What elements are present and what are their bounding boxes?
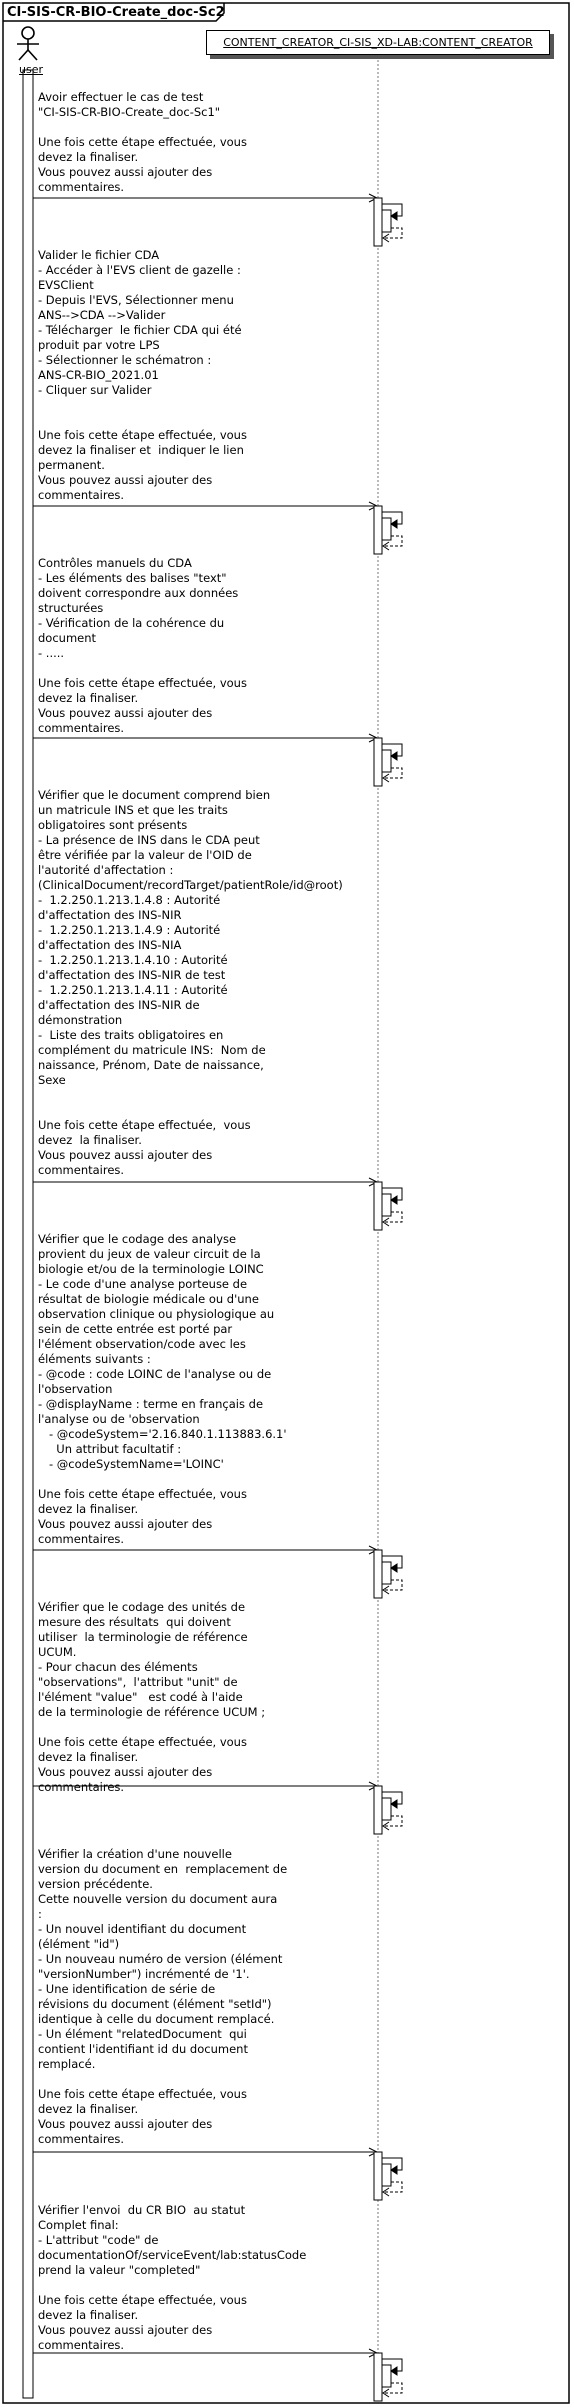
self-call-activation-8 [382,2365,391,2387]
actor-label: user [19,63,43,76]
actor-icon [17,27,39,60]
self-call-activation-7 [382,2164,391,2186]
self-call-arrowhead-7 [391,2166,397,2174]
participant-activation-2 [374,506,382,554]
actor-activation-bar [23,70,33,2398]
participant-activation-3 [374,738,382,786]
self-call-activation-1 [382,210,391,232]
step-note-2: Valider le fichier CDA - Accéder à l'EVS client de gazelle : EVSClient - Depuis l'EVS, Sélectionner menu ANS-->CDA -->Valider - Télécharger le fichier CDA qui été produit par votre LPS - Sélectionner le schématron : ANS-CR-BIO_2021.01 - Cliquer sur Valider Une fois cette étape effectuée, vous devez la finaliser et indiquer le lien permanent. Vous pouvez aussi ajouter des commentaires. [38,248,247,502]
frame-title: CI-SIS-CR-BIO-Create_doc-Sc2 [7,5,225,20]
self-call-activation-3 [382,750,391,772]
participant-activation-6 [374,1786,382,1834]
step-note-5: Vérifier que le codage des analyse provient du jeux de valeur circuit de la biologie et/ou de la terminologie LOINC - Le code d'une analyse porteuse de résultat de biologie médicale ou d'une observation clinique ou physiologique au sein de cette entrée est porté par l'élément observation/code avec les éléments suivants : - @code : code LOINC de l'analyse ou de l'observation - @displayName : terme en français de l'analyse ou de 'observation - @codeSystem='2.16.840.1.113883.6.1' Un attribut facultatif : - @codeSystemName='LOINC' Une fois cette étape effectuée, vous devez la finaliser. Vous pouvez aussi ajouter des commentaires. [38,1232,287,1546]
participant-box [206,30,550,55]
step-note-6: Vérifier que le codage des unités de mesure des résultats qui doivent utiliser la terminologie de référence UCUM. - Pour chacun des éléments "observations", l'attribut "unit" de l'élément "value" est codé à l'aide de la terminologie de référence UCUM ; Une fois cette étape effectuée, vous devez la finaliser. Vous pouvez aussi ajouter des commentaires. [38,1600,266,1794]
self-call-activation-4 [382,1194,391,1216]
self-call-arrowhead-1 [391,212,397,220]
participant-activation-7 [374,2152,382,2200]
self-call-arrowhead-8 [391,2367,397,2375]
participant-label: CONTENT_CREATOR_CI-SIS_XD-LAB:CONTENT_CREATOR [223,36,533,49]
self-call-activation-6 [382,1798,391,1820]
step-note-1: Avoir effectuer le cas de test "CI-SIS-CR-BIO-Create_doc-Sc1" Une fois cette étape effectuée, vous devez la finaliser. Vous pouvez aussi ajouter des commentaires. [38,90,247,194]
participant-activation-8 [374,2353,382,2401]
self-call-arrowhead-3 [391,752,397,760]
participant-activation-1 [374,198,382,246]
self-call-activation-5 [382,1562,391,1584]
step-note-8: Vérifier l'envoi du CR BIO au statut Complet final: - L'attribut "code" de documentationOf/serviceEvent/lab:statusCode prend la valeur "completed" Une fois cette étape effectuée, vous devez la finaliser. Vous pouvez aussi ajouter des commentaires. [38,2203,307,2352]
step-note-4: Vérifier que le document comprend bien un matricule INS et que les traits obligatoires sont présents - La présence de INS dans le CDA peut être vérifiée par la valeur de l'OID de l'autorité d'affectation : (ClinicalDocument/recordTarget/patientRole/id@root) - 1.2.250.1.213.1.4.8 : Autorité d'affectation des INS-NIR - 1.2.250.1.213.1.4.9 : Autorité d'affectation des INS-NIA - 1.2.250.1.213.1.4.10 : Autorité d'affectation des INS-NIR de test - 1.2.250.1.213.1.4.11 : Autorité d'affectation des INS-NIR de démonstration - Liste des traits obligatoires en complément du matricule INS: Nom de naissance, Prénom, Date de naissance, Sexe Une fois cette étape effectuée, vous devez la finaliser. Vous pouvez aussi ajouter des commentaires. [38,788,343,1177]
self-call-arrowhead-6 [391,1800,397,1808]
step-note-3: Contrôles manuels du CDA - Les éléments des balises "text" doivent correspondre aux données structurées - Vérification de la cohérence du document - ..... Une fois cette étape effectuée, vous devez la finaliser. Vous pouvez aussi ajouter des commentaires. [38,556,247,735]
step-note-7: Vérifier la création d'une nouvelle version du document en remplacement de version précédente. Cette nouvelle version du document aura : - Un nouvel identifiant du document (élément "id") - Un nouveau numéro de version (élément "versionNumber") incrémenté de '1'. - Une identification de série de révisions du document (élément "setId") identique à celle du document remplacé. - Un élément "relatedDocument qui contient l'identifiant id du document remplacé. Une fois cette étape effectuée, vous devez la finaliser. Vous pouvez aussi ajouter des commentaires. [38,1847,288,2146]
self-call-arrowhead-4 [391,1196,397,1204]
self-call-activation-2 [382,518,391,540]
self-call-arrowhead-2 [391,520,397,528]
self-call-arrowhead-5 [391,1564,397,1572]
participant-activation-4 [374,1182,382,1230]
participant-activation-5 [374,1550,382,1598]
